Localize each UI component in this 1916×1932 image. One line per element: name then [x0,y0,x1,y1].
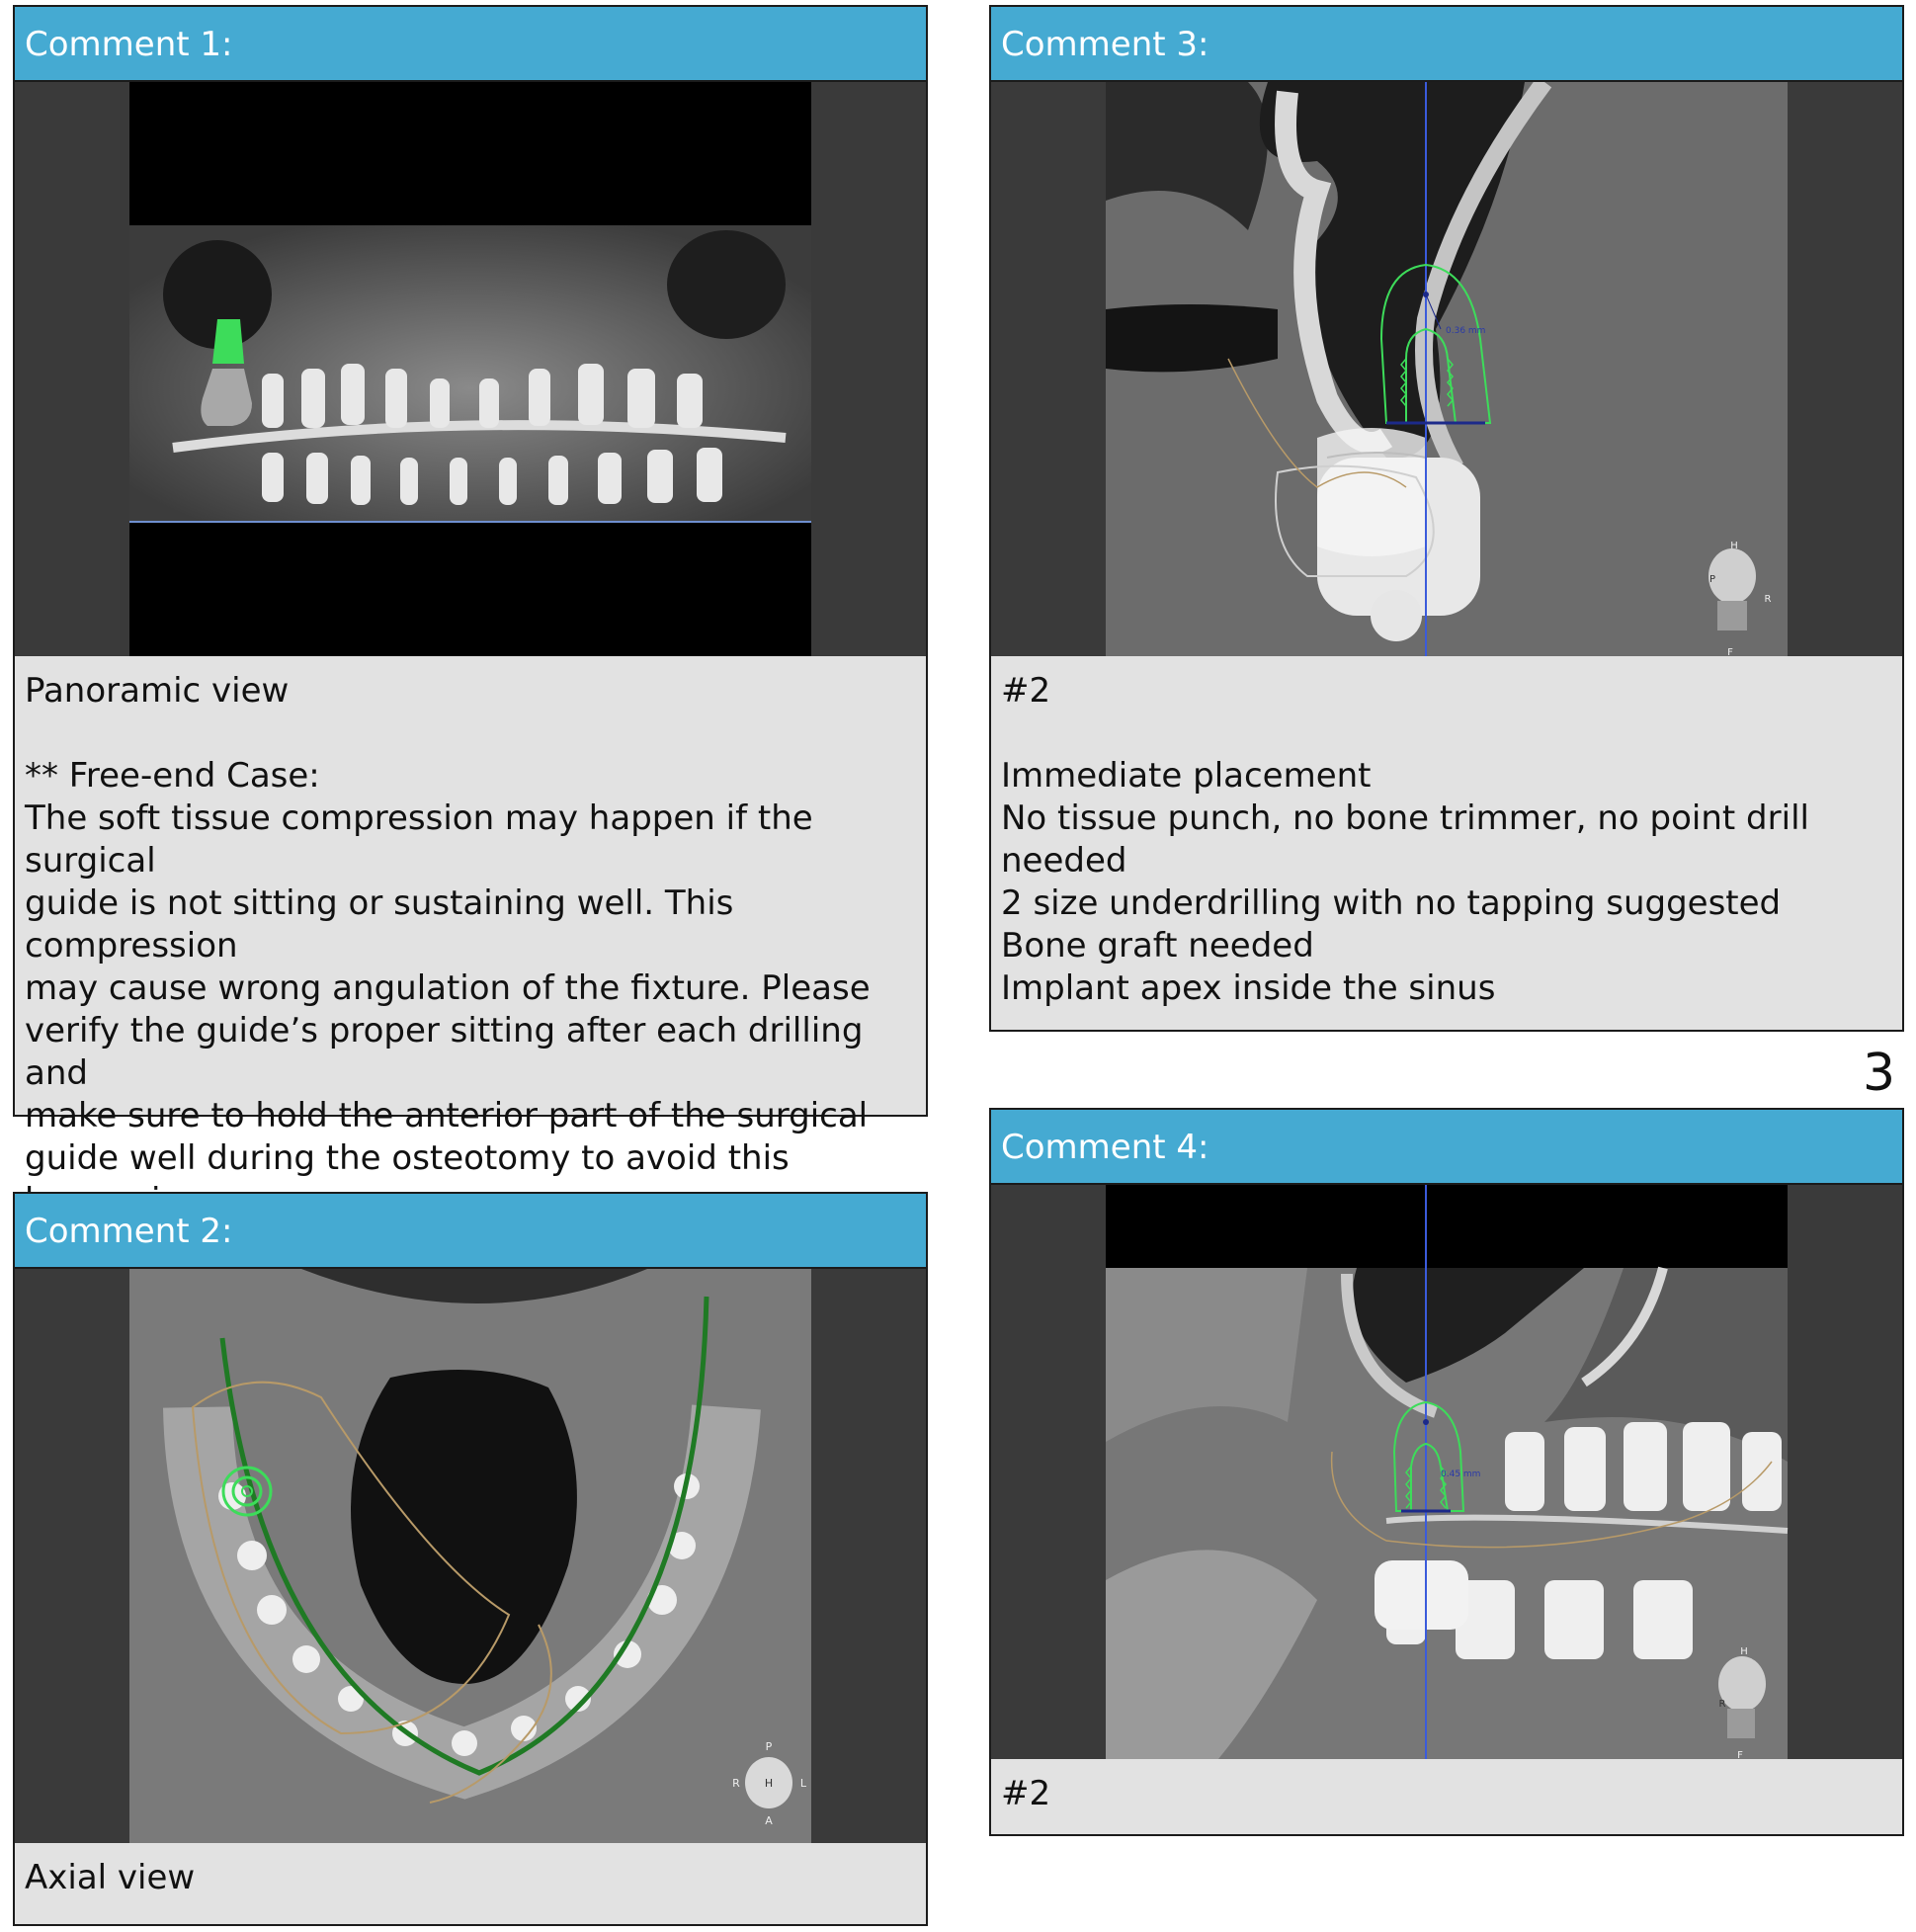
panoramic-view-image [15,82,926,656]
caption-line: No tissue punch, no bone trimmer, no point drill [1001,798,1809,838]
caption-line: verify the guide’s proper sitting after each drilling and [25,1011,864,1093]
caption-line: Implant apex inside the sinus [1001,968,1496,1008]
caption-title: #2 [1001,671,1051,711]
caption-line: 2 size underdrilling with no tapping suggested [1001,883,1782,923]
measurement-label: 0.36 mm [1446,326,1486,336]
page-number: 3 [1863,1044,1896,1103]
caption-line: Bone graft needed [1001,926,1314,966]
comment-panel-1 [13,5,928,1178]
caption-line: make sure to hold the anterior part of the surgical [25,1096,869,1135]
panel-caption [15,656,926,1222]
orientation-label: H [1730,541,1738,551]
caption-spacer [1001,713,1892,755]
orientation-label: H [764,1777,774,1790]
panel-caption [991,656,1902,1010]
comment-panel-2 [13,1192,928,1926]
caption-line: ** Free-end Case: [25,756,320,796]
comment-panel-3 [989,5,1904,1032]
caption-line: Immediate placement [1001,756,1372,796]
orientation-label: R [732,1777,740,1790]
orientation-label: P [765,1740,773,1753]
axial-view-image [15,1269,926,1843]
orientation-label: F [1727,647,1733,656]
caption-title: Panoramic view [25,671,290,711]
caption-title: Axial view [25,1858,196,1897]
panel-header: Comment 3: [991,7,1902,82]
caption-line: may cause wrong angulation of the fixture. Please [25,968,871,1008]
measurement-label: 0.45 mm [1441,1470,1481,1479]
orientation-label: L [799,1777,807,1790]
orientation-label: R [1718,1699,1726,1710]
panel-header: Comment 1: [15,7,926,82]
orientation-label: A [765,1814,773,1827]
panel-header: Comment 4: [991,1110,1902,1185]
caption-line: needed [1001,841,1127,881]
sagittal-view-image [991,1185,1902,1759]
cross-section-view-image [991,82,1902,656]
comment-panel-4 [989,1108,1904,1836]
orientation-label: R [1764,594,1772,605]
caption-spacer [25,713,916,755]
orientation-label: H [1740,1646,1748,1657]
panel-caption [15,1843,926,1899]
caption-line: The soft tissue compression may happen if the surgical [25,798,813,881]
panel-caption [991,1759,1902,1815]
caption-line: guide is not sitting or sustaining well. This compression [25,883,734,966]
orientation-label: P [1708,574,1716,585]
caption-line: guide well during the osteotomy to avoid this [25,1138,790,1178]
panel-header: Comment 2: [15,1194,926,1269]
caption-title: #2 [1001,1774,1051,1813]
orientation-label: F [1737,1750,1743,1759]
